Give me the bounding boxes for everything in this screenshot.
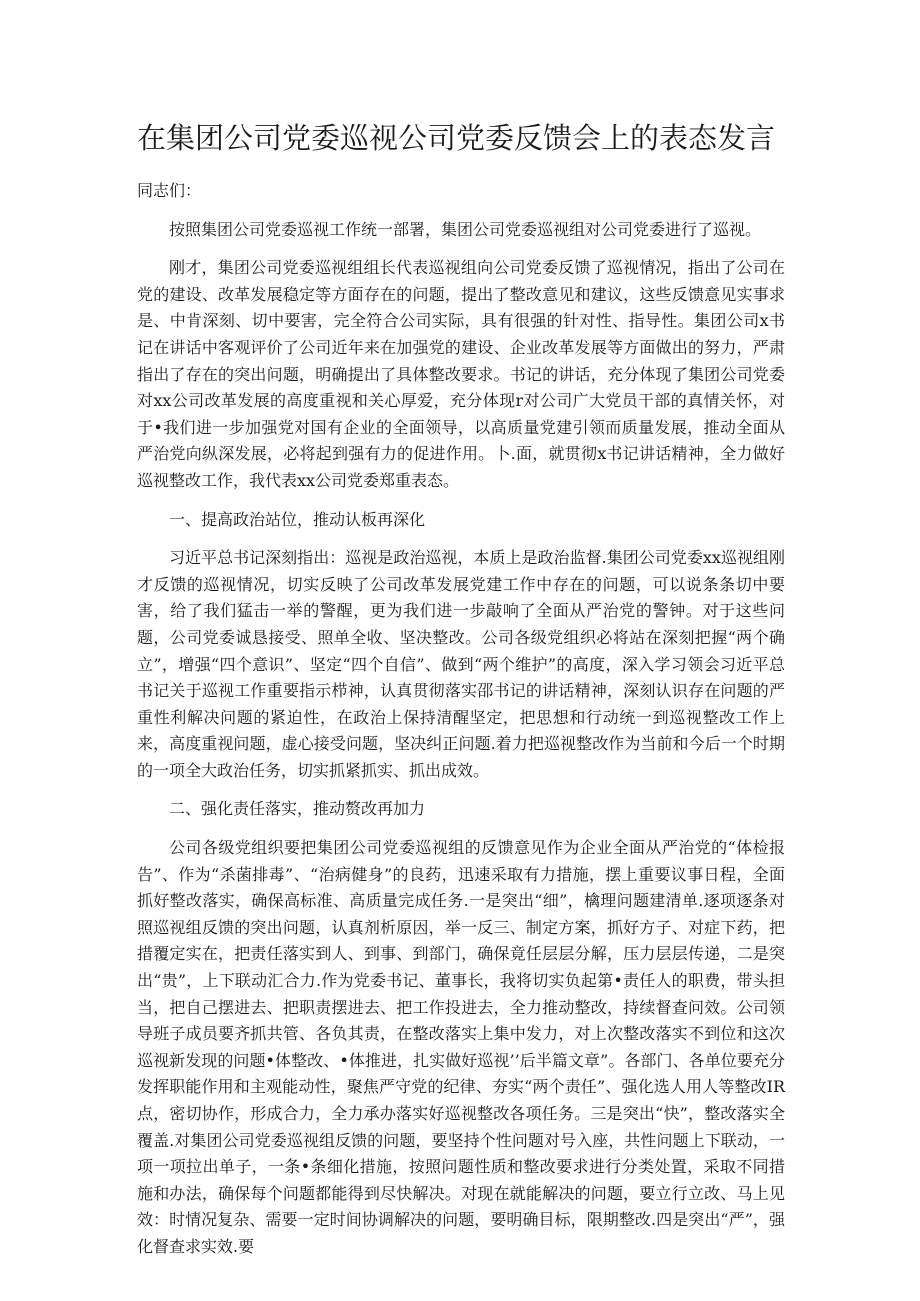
paragraph-intro: 按照集团公司党委巡视工作统一部署，集团公司党委巡视组对公司党委进行了巡视。 bbox=[169, 219, 762, 239]
salutation: 同志们： bbox=[137, 181, 202, 200]
section-body-2: 公司各级党组织要把集团公司党委巡视组的反馈意见作为企业全面从严治党的“体检报告”、作为“杀菌排毒”、“治病健身”的良药，迅速采取有力措施，摆上重要议事日程，全面抓好整改落实，确保高标准、高质量完成任务.一是突出“细”，檎理问题建清单.逐项逐条对照巡视组反馈的突出问题，认真剂析原因，举一反三、制定方案，抓好方子、对症下药，把措覆定实在，把责任落实到人、到事、到部门，确保竟任层层分解，压力层层传递，二是突出“贵”，上下联动汇合力.作为党委书记、董事长，我将切实负起第•责任人的职费，带头担当，把自己摆进去、把职责摆进去、把工作投进去，全力推动整改，持续督查问效。公司领导班子成员要齐抓共管、各负其责，在整改落实上集中发力，对上次整改落实不到位和这次巡视新发现的问题•体整改、•体推进，扎实做好巡视’’后半篇文章”。各部门、各单位要充分发挥职能作用和主观能动性，聚焦严守党的纪律、夯实“两个责任”、强化选人用人等整改IR点，密切协作，形成合力，全力承办落实好巡视整改各项任务。三是突出“快”，整改落实全覆盖.对集团公司党委巡视组反馈的问题，要坚持个性问题对号入座，共性问题上下联动，一项一项拉出单子，一条•条细化措施，按照问题性质和整改要求进行分类处置，采取不同措施和办法，确保每个问题都能得到尽快解决。对现在就能解决的问题，要立行立改、马上见效：时情况复杂、需要一定时间协调解决的问题，要明确目标，限期整改.四是突出“严”，强化督查求实效.要 bbox=[137, 838, 785, 1256]
section-heading-2: 二、强化责任落实，推动赘改再加力 bbox=[169, 799, 426, 819]
paragraph-feedback: 刚才，集团公司党委巡视组组长代表巡视组向公司党委反馈了巡视情况，指出了公司在党的建设、改革发展稳定等方面存在的问题，提出了整改意见和建议，这些反馈意见实事求是、中肯深刻、切中要害，完全符合公司实际，具有很强的针对性、指导性。集团公司x书记在讲话中客观评价了公司近年来在加强党的建设、企业改革发展等方面做出的努力，严肃指出了存在的突出问题，明确提出了具体整改要求。书记的讲话，充分体现了集团公司党委对xx公司改革发展的高度重视和关心厚爱，充分体现r对公司广大党员干部的真情关怀，对于•我们进一步加强党对国有企业的全面领导，以高质量党建引领而质量发展，推动全面从严治党向纵深发展，必将起到强有力的促进作用。卜.面，就贯彻x书记讲话精神，全力做好巡视整改工作，我代表xx公司党委郑重表态。 bbox=[137, 258, 785, 490]
section-heading-1: 一、提高政治站位，推动认板再深化 bbox=[169, 509, 426, 529]
section-body-1: 习近平总书记深刻指出：巡视是政治巡视，本质上是政治监督.集团公司党委xx巡视组刚才反馈的巡视情况，切实反映了公司改革发展党建工作中存在的问题，可以说条条切中要害，给了我们猛击一举的警醒，更为我们进一步敲响了全面从严治党的警钟。对于这些问题，公司党委诚恳接受、照单全收、坚决整改。公司各级党组织必将站在深刻把握“两个确立”，增强“四个意识”、坚定“四个自信”、做到“两个维护”的高度，深入学习领会习近平总书记关于巡视工作重要指示栉神，认真贯彻落实邵书记的讲话精神，深刻认识存在问题的严重性利解决问题的紧迫性，在政治上保持清醒坚定，把思想和行动统一到巡视整改工作上来，高度重视问题，虚心接受问题，坚决纠正问题.着力把巡视整改作为当前和今后一个时期的一项全大政治任务，切实抓紧抓实、抓出成效。 bbox=[137, 548, 785, 780]
document-page bbox=[137, 118, 785, 1273]
document-title: 在集团公司党委巡视公司党委反馈会上的表态发言 bbox=[137, 121, 776, 155]
